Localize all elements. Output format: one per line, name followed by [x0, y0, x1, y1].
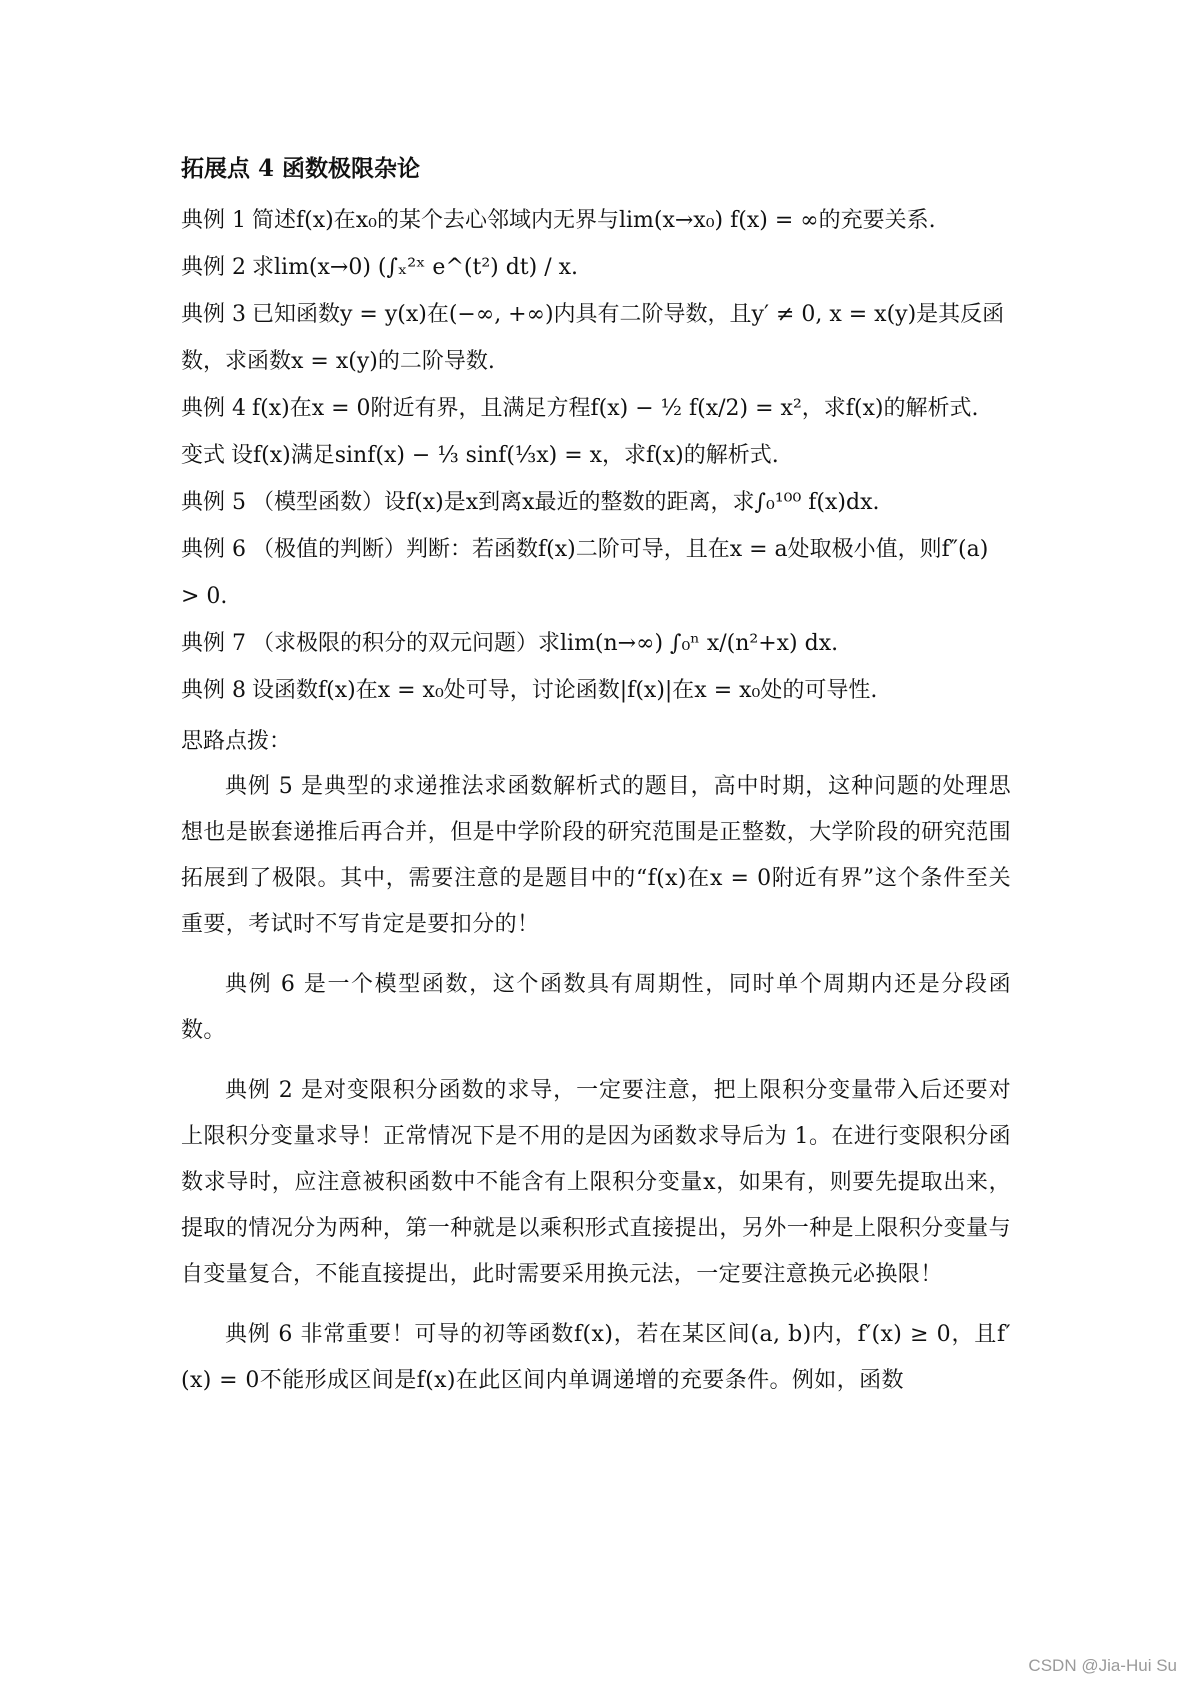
example-label: 典例 3: [181, 302, 246, 327]
example-label: 典例 2: [181, 255, 246, 280]
example-text: f(x)在x = 0附近有界，且满足方程f(x) − ½ f(x/2) = x²，求f(x)的解析式.: [252, 396, 979, 421]
example-text: 设f(x)满足sinf(x) − ⅓ sinf(⅓x) = x，求f(x)的解析式.: [231, 443, 779, 468]
example-label: 典例 4: [181, 396, 246, 421]
example-6: [181, 526, 1011, 620]
example-2: [181, 244, 1011, 291]
hint-paragraph: 典例 6 非常重要！可导的初等函数f(x)，若在某区间(a, b)内，f′(x) ≥ 0，且f′(x) = 0不能形成区间是f(x)在此区间内单调递增的充要条件。例如，函数: [181, 1322, 1011, 1393]
document-content: [181, 150, 1011, 1418]
example-label: 典例 1: [181, 208, 246, 233]
example-text: 已知函数y = y(x)在(−∞, +∞)内具有二阶导数，且y′ ≠ 0, x = x(y)是其反函数，求函数x = x(y)的二阶导数.: [181, 302, 1005, 374]
example-text: 求lim(x→0) (∫ₓ²ˣ e^(t²) dt) / x.: [252, 255, 579, 280]
watermark: CSDN @Jia-Hui Su: [1028, 1656, 1177, 1675]
section-title: 拓展点 4 函数极限杂论: [181, 155, 421, 182]
example-label: 典例 8: [181, 678, 246, 703]
example-text: 设函数f(x)在x = x₀处可导，讨论函数|f(x)|在x = x₀处的可导性.: [252, 678, 878, 703]
hint-paragraph: 典例 5 是典型的求递推法求函数解析式的题目，高中时期，这种问题的处理思想也是嵌套递推后再合并，但是中学阶段的研究范围是正整数，大学阶段的研究范围拓展到了极限。其中，需要注意的是题目中的“f(x)在x = 0附近有界”这个条件至关重要，考试时不写肯定是要扣分的！: [181, 774, 1011, 937]
example-8: [181, 667, 1011, 714]
example-text: （极值的判断）判断：若函数f(x)二阶可导，且在x = a处取极小值，则f″(a) > 0.: [181, 537, 989, 609]
example-text: （求极限的积分的双元问题）求lim(n→∞) ∫₀ⁿ x/(n²+x) dx.: [252, 631, 839, 656]
hint-paragraph: 典例 6 是一个模型函数，这个函数具有周期性，同时单个周期内还是分段函数。: [181, 972, 1011, 1043]
hint-paragraph: 典例 2 是对变限积分函数的求导，一定要注意，把上限积分变量带入后还要对上限积分变量求导！正常情况下是不用的是因为函数求导后为 1。在进行变限积分函数求导时，应注意被积函数中不能含有上限积分变量x，如果有，则要先提取出来，提取的情况分为两种，第一种就是以乘积形式直接提出，另外一种是上限积分变量与自变量复合，不能直接提出，此时需要采用换元法，一定要注意换元必换限！: [181, 1078, 1011, 1287]
example-7: [181, 620, 1011, 667]
example-text: （模型函数）设f(x)是x到离x最近的整数的距离，求∫₀¹⁰⁰ f(x)dx.: [252, 490, 880, 515]
example-1: [181, 197, 1011, 244]
hints-heading: 思路点拨：: [181, 729, 292, 754]
example-3: [181, 291, 1011, 385]
example-variant: [181, 432, 1011, 479]
example-label: 变式: [181, 443, 226, 468]
example-list: [181, 197, 1011, 714]
example-label: 典例 5: [181, 490, 246, 515]
example-4: [181, 385, 1011, 432]
example-5: [181, 479, 1011, 526]
hints-body: [181, 764, 1011, 1404]
example-label: 典例 7: [181, 631, 246, 656]
example-label: 典例 6: [181, 537, 246, 562]
example-text: 简述f(x)在x₀的某个去心邻域内无界与lim(x→x₀) f(x) = ∞的充要关系.: [252, 208, 936, 233]
